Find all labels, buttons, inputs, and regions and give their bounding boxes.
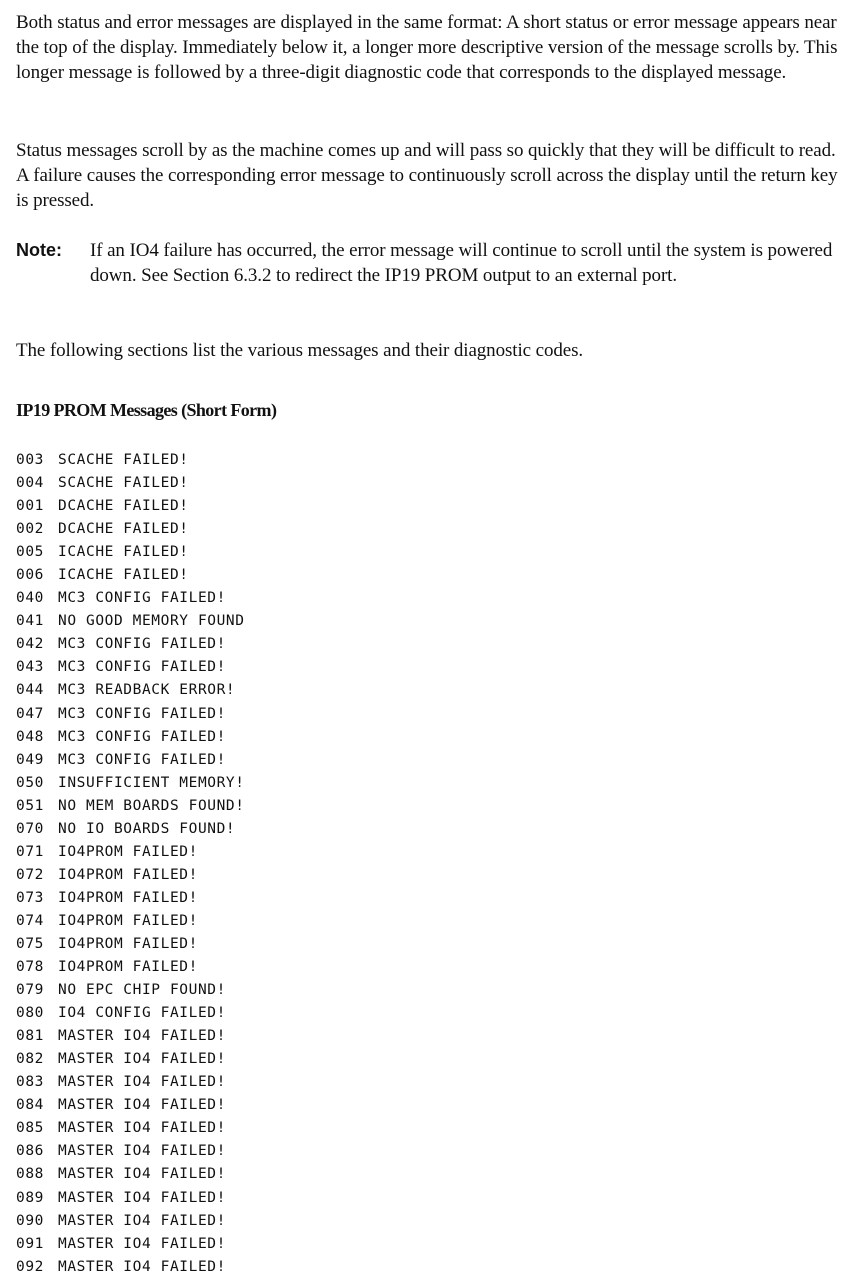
message-text: MASTER IO4 FAILED! xyxy=(58,1235,226,1252)
status-paragraph: Status messages scroll by as the machine comes up and will pass so quickly that they will be difficult to read. A failure causes the corresponding error message to continuously scroll across the display until the return key is pressed. xyxy=(16,140,838,211)
message-row xyxy=(16,933,245,956)
message-text: SCACHE FAILED! xyxy=(58,452,189,468)
message-text: SCACHE FAILED! xyxy=(58,475,189,492)
diagnostic-code: 049 xyxy=(16,751,44,768)
message-row xyxy=(16,887,245,910)
message-row xyxy=(16,633,245,656)
message-text: IO4PROM FAILED! xyxy=(58,866,198,883)
message-text: MASTER IO4 FAILED! xyxy=(58,1074,226,1091)
diagnostic-code: 042 xyxy=(16,636,44,653)
message-row xyxy=(16,795,245,818)
message-text: MC3 CONFIG FAILED! xyxy=(58,751,226,768)
message-text: NO IO BOARDS FOUND! xyxy=(58,820,236,837)
diagnostic-code: 051 xyxy=(16,797,44,814)
message-text: IO4PROM FAILED! xyxy=(58,935,198,952)
message-row xyxy=(16,1163,245,1186)
diagnostic-code: 090 xyxy=(16,1212,44,1229)
message-row xyxy=(16,1094,245,1117)
message-text: IO4PROM FAILED! xyxy=(58,912,198,929)
diagnostic-code: 074 xyxy=(16,912,44,929)
message-text: MC3 CONFIG FAILED! xyxy=(58,728,226,745)
diagnostic-code: 091 xyxy=(16,1235,44,1252)
diagnostic-code: 005 xyxy=(16,544,44,561)
message-row xyxy=(16,679,245,702)
message-text: NO GOOD MEMORY FOUND xyxy=(58,613,245,630)
message-text: MASTER IO4 FAILED! xyxy=(58,1258,226,1275)
message-row xyxy=(16,495,245,518)
message-text: IO4PROM FAILED! xyxy=(58,843,198,860)
message-text: MC3 CONFIG FAILED! xyxy=(58,636,226,653)
message-text: NO EPC CHIP FOUND! xyxy=(58,982,226,999)
diagnostic-code: 003 xyxy=(16,452,44,468)
diagnostic-code: 075 xyxy=(16,935,44,952)
message-text: NO MEM BOARDS FOUND! xyxy=(58,797,245,814)
diagnostic-code: 004 xyxy=(16,475,44,492)
diagnostic-code: 078 xyxy=(16,959,44,976)
diagnostic-code: 070 xyxy=(16,820,44,837)
note-text: If an IO4 failure has occurred, the error message will continue to scroll until the system is powered down. See Section 6.3.2 to redirect the IP19 PROM output to an external port. xyxy=(90,240,833,286)
message-text: DCACHE FAILED! xyxy=(58,521,189,538)
message-row xyxy=(16,518,245,541)
message-row xyxy=(16,1140,245,1163)
message-text: INSUFFICIENT MEMORY! xyxy=(58,774,245,791)
diagnostic-code: 088 xyxy=(16,1166,44,1183)
diagnostic-code: 079 xyxy=(16,982,44,999)
message-text: IO4PROM FAILED! xyxy=(58,959,198,976)
diagnostic-code: 084 xyxy=(16,1097,44,1114)
diagnostic-code: 072 xyxy=(16,866,44,883)
diagnostic-code: 050 xyxy=(16,774,44,791)
message-row xyxy=(16,1187,245,1210)
message-row xyxy=(16,610,245,633)
diagnostic-code: 073 xyxy=(16,889,44,906)
message-row xyxy=(16,749,245,772)
diagnostic-code: 086 xyxy=(16,1143,44,1160)
diagnostic-code: 047 xyxy=(16,705,44,722)
message-row xyxy=(16,841,245,864)
message-row xyxy=(16,449,245,472)
message-text: ICACHE FAILED! xyxy=(58,567,189,584)
message-text: MASTER IO4 FAILED! xyxy=(58,1051,226,1068)
message-row xyxy=(16,703,245,726)
message-row xyxy=(16,656,245,679)
message-text: ICACHE FAILED! xyxy=(58,544,189,561)
intro-paragraph: Both status and error messages are displayed in the same format: A short status or error message appears near the top of the display. Immediately below it, a longer more descriptive version of the message scrolls by. This longer message is followed by a three-digit diagnostic code that corresponds to the displayed message. xyxy=(16,12,838,83)
diagnostic-code: 006 xyxy=(16,567,44,584)
message-row xyxy=(16,772,245,795)
message-row xyxy=(16,1025,245,1048)
diagnostic-code: 081 xyxy=(16,1028,44,1045)
message-row xyxy=(16,818,245,841)
section-heading: IP19 PROM Messages (Short Form) xyxy=(16,400,277,420)
message-text: MASTER IO4 FAILED! xyxy=(58,1120,226,1137)
diagnostic-code: 041 xyxy=(16,613,44,630)
message-text: DCACHE FAILED! xyxy=(58,498,189,515)
message-text: MC3 CONFIG FAILED! xyxy=(58,659,226,676)
message-row xyxy=(16,1233,245,1256)
following-paragraph: The following sections list the various messages and their diagnostic codes. xyxy=(16,340,584,361)
message-row xyxy=(16,864,245,887)
message-text: MC3 CONFIG FAILED! xyxy=(58,705,226,722)
diagnostic-code: 092 xyxy=(16,1258,44,1275)
message-text: MC3 CONFIG FAILED! xyxy=(58,590,226,607)
message-row xyxy=(16,541,245,564)
diagnostic-code: 083 xyxy=(16,1074,44,1091)
note-label: Note: xyxy=(16,240,62,260)
diagnostic-code: 071 xyxy=(16,843,44,860)
message-text: MASTER IO4 FAILED! xyxy=(58,1097,226,1114)
diagnostic-code: 043 xyxy=(16,659,44,676)
message-row xyxy=(16,1071,245,1094)
message-row xyxy=(16,1048,245,1071)
diagnostic-code: 085 xyxy=(16,1120,44,1137)
diagnostic-code: 048 xyxy=(16,728,44,745)
message-text: MASTER IO4 FAILED! xyxy=(58,1143,226,1160)
diagnostic-code: 082 xyxy=(16,1051,44,1068)
message-row xyxy=(16,910,245,933)
message-row xyxy=(16,1002,245,1025)
message-row xyxy=(16,1256,245,1279)
message-list xyxy=(16,449,245,1279)
message-row xyxy=(16,1210,245,1233)
diagnostic-code: 044 xyxy=(16,682,44,699)
message-text: MASTER IO4 FAILED! xyxy=(58,1212,226,1229)
message-text: MASTER IO4 FAILED! xyxy=(58,1166,226,1183)
message-row xyxy=(16,956,245,979)
diagnostic-code: 001 xyxy=(16,498,44,515)
diagnostic-code: 089 xyxy=(16,1189,44,1206)
diagnostic-code: 002 xyxy=(16,521,44,538)
message-text: MASTER IO4 FAILED! xyxy=(58,1189,226,1206)
message-row xyxy=(16,1117,245,1140)
message-text: IO4PROM FAILED! xyxy=(58,889,198,906)
message-row xyxy=(16,726,245,749)
message-text: IO4 CONFIG FAILED! xyxy=(58,1005,226,1022)
message-row xyxy=(16,472,245,495)
diagnostic-code: 080 xyxy=(16,1005,44,1022)
message-text: MC3 READBACK ERROR! xyxy=(58,682,236,699)
diagnostic-code: 040 xyxy=(16,590,44,607)
message-row xyxy=(16,979,245,1002)
message-row xyxy=(16,587,245,610)
message-text: MASTER IO4 FAILED! xyxy=(58,1028,226,1045)
message-row xyxy=(16,564,245,587)
